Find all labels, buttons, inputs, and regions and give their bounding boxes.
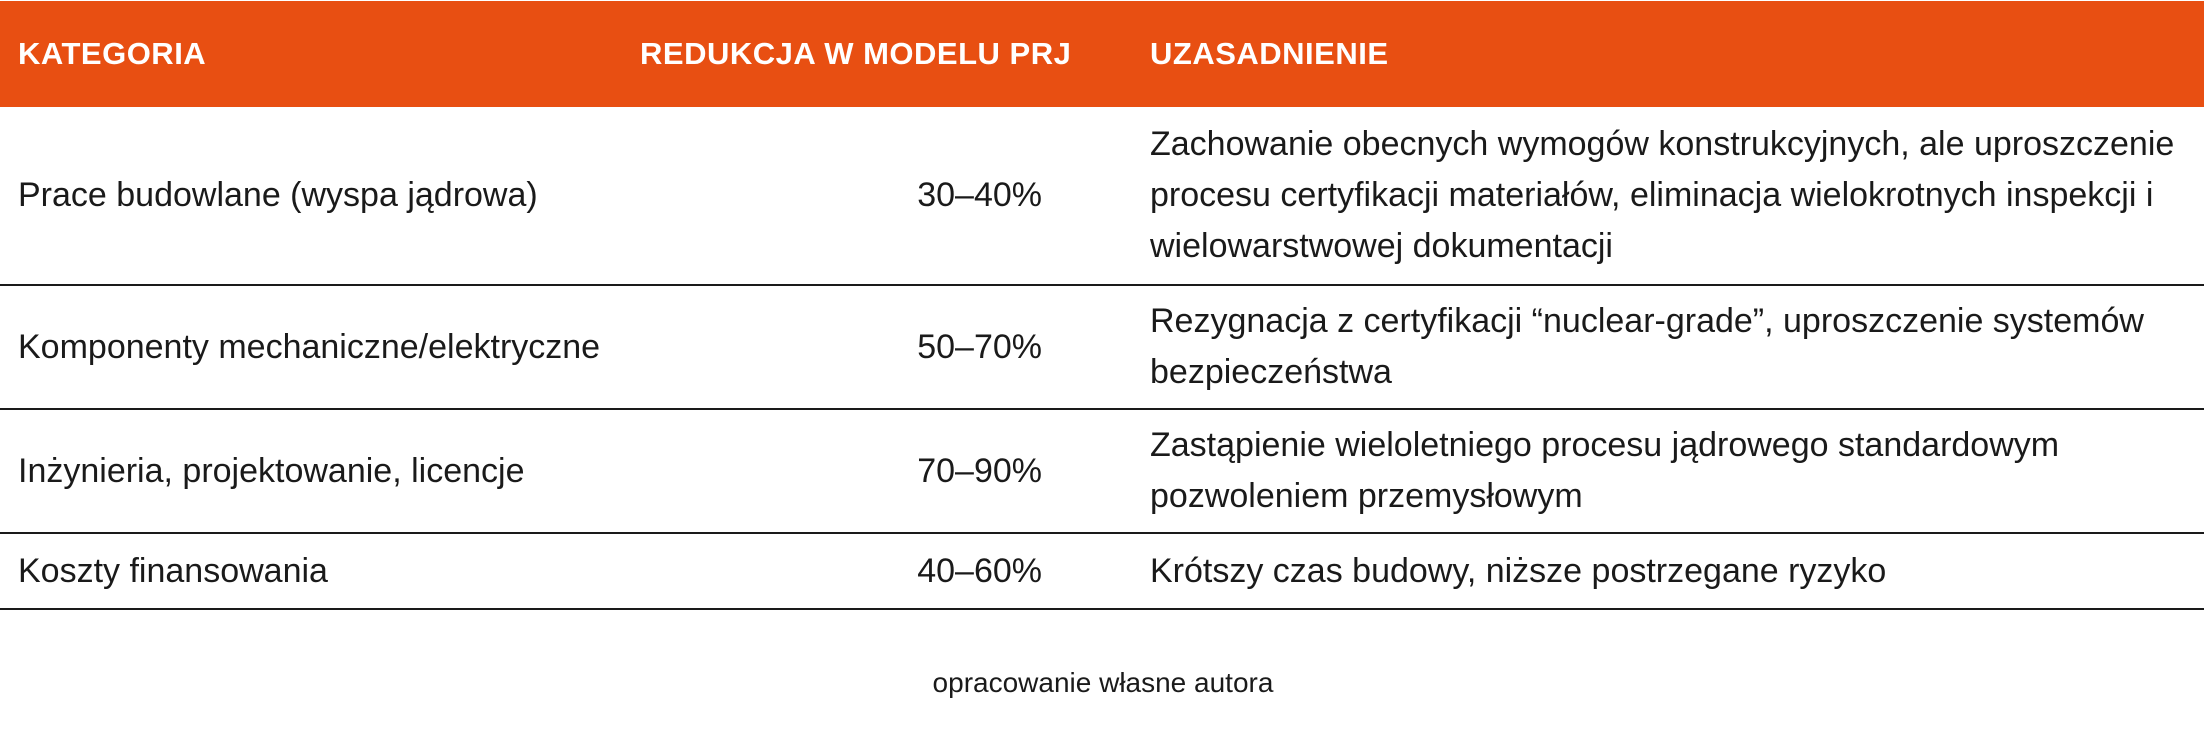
cell-category: Komponenty mechaniczne/elektryczne xyxy=(0,285,640,409)
cell-reduction: 40–60% xyxy=(640,533,1080,609)
cell-reduction: 70–90% xyxy=(640,409,1080,533)
cell-justification: Krótszy czas budowy, niższe postrzegane ryzyko xyxy=(1080,533,2204,609)
cell-reduction: 50–70% xyxy=(640,285,1080,409)
header-row xyxy=(0,1,2204,107)
cell-category: Inżynieria, projektowanie, licencje xyxy=(0,409,640,533)
header-category: KATEGORIA xyxy=(18,36,207,71)
table-body xyxy=(0,107,2204,609)
header-reduction: REDUKCJA W MODELU PRJ xyxy=(640,36,1072,71)
source-note: opracowanie własne autora xyxy=(932,667,1274,698)
table-header xyxy=(0,1,2204,107)
cell-reduction: 30–40% xyxy=(640,107,1080,285)
cell-category: Prace budowlane (wyspa jądrowa) xyxy=(0,107,640,285)
cell-justification: Zastąpienie wieloletniego procesu jądrowego standardowym pozwoleniem przemysłowym xyxy=(1080,409,2204,533)
cell-justification: Rezygnacja z certyfikacji “nuclear-grade”, uproszczenie systemów bezpieczeństwa xyxy=(1080,285,2204,409)
table-row xyxy=(0,533,2204,609)
table-row xyxy=(0,107,2204,285)
cell-justification: Zachowanie obecnych wymogów konstrukcyjnych, ale uproszczenie procesu certyfikacji materiałów, eliminacja wielokrotnych inspekcji i wielowarstwowej dokumentacji xyxy=(1080,107,2204,285)
header-justification: UZASADNIENIE xyxy=(1150,36,1389,71)
table-row xyxy=(0,285,2204,409)
table-row xyxy=(0,409,2204,533)
cell-category: Koszty finansowania xyxy=(0,533,640,609)
reduction-table xyxy=(0,1,2204,610)
